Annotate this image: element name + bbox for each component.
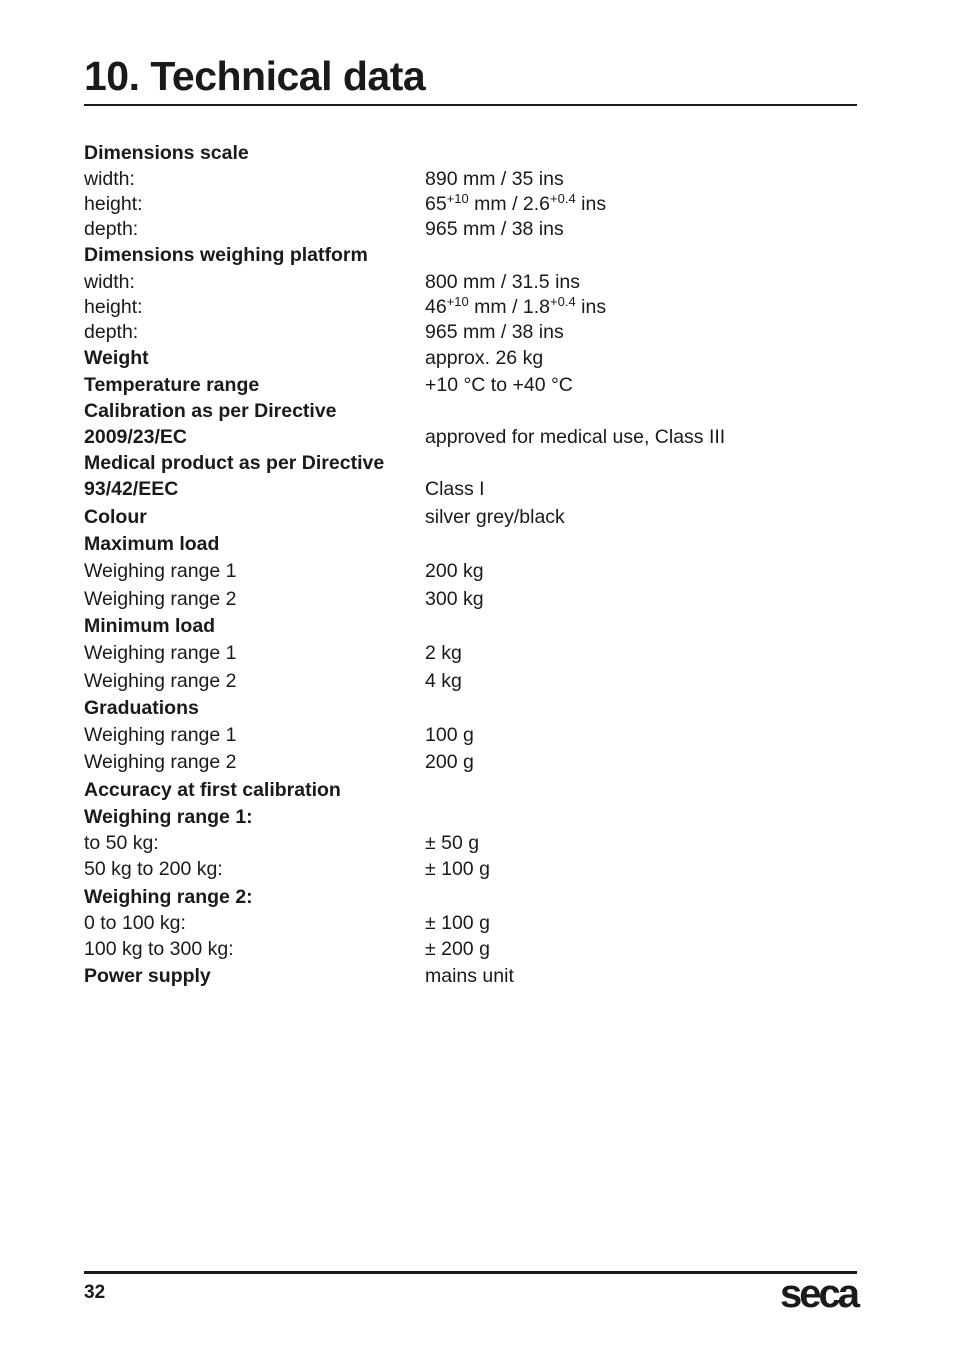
spec-row: [84, 167, 857, 192]
tolerance-superscript: +0.4: [550, 293, 576, 309]
spec-row: [84, 911, 857, 936]
page-number: 32: [84, 1282, 106, 1303]
spec-row: [84, 722, 857, 749]
spec-value: 200 kg: [425, 560, 484, 583]
spec-row: [84, 372, 857, 399]
spec-row: [84, 270, 857, 295]
spec-row: [84, 749, 857, 776]
spec-label: 50 kg to 200 kg:: [84, 858, 223, 881]
spec-row: [84, 640, 857, 667]
spec-label: Weighing range 1: [84, 724, 237, 747]
spec-row: [84, 963, 857, 990]
spec-value: 2 kg: [425, 642, 462, 665]
spec-label: width:: [84, 168, 135, 191]
spec-value: 800 mm / 31.5 ins: [425, 270, 580, 293]
spec-label: height:: [84, 193, 143, 216]
calibration-label: Calibration as per Directive: [84, 400, 337, 423]
temperature-label: Temperature range: [84, 373, 260, 396]
calibration-value: approved for medical use, Class III: [425, 426, 726, 449]
spec-heading-row: [84, 140, 857, 167]
power-supply-label: Power supply: [84, 965, 211, 988]
spec-value: 965 mm / 38 ins: [425, 320, 564, 343]
weight-value: approx. 26 kg: [425, 346, 544, 369]
power-supply-value: mains unit: [425, 965, 514, 988]
spec-value: 890 mm / 35 ins: [425, 168, 564, 191]
accuracy-heading: Accuracy at first calibration: [84, 778, 341, 801]
tolerance-superscript: +10: [446, 191, 469, 207]
weight-label: Weight: [84, 346, 149, 369]
spec-value: ± 100 g: [425, 911, 490, 934]
spec-row: [84, 192, 857, 217]
temperature-value: +10 °C to +40 °C: [425, 373, 573, 396]
spec-row: [84, 320, 857, 345]
spec-row: [84, 476, 857, 503]
maximum-load-heading: Maximum load: [84, 533, 220, 556]
spec-label: 100 kg to 300 kg:: [84, 937, 234, 960]
spec-heading-row: [84, 695, 857, 722]
spec-label: 0 to 100 kg:: [84, 911, 186, 934]
spec-value: ± 100 g: [425, 858, 490, 881]
colour-label: Colour: [84, 505, 147, 528]
colour-value: silver grey/black: [425, 505, 565, 528]
spec-row: [84, 558, 857, 585]
spec-row: [84, 504, 857, 531]
spec-value: $46^{+10}$ mm / $1.8^{+0.4}$ ins: [425, 293, 607, 318]
spec-label: Weighing range 2: [84, 669, 237, 692]
spec-value: 965 mm / 38 ins: [425, 218, 564, 241]
spec-label: height:: [84, 295, 143, 318]
graduations-heading: Graduations: [84, 696, 199, 719]
medical-product-label: 93/42/EEC: [84, 478, 179, 501]
spec-heading-row: [84, 804, 857, 831]
tolerance-superscript: +0.4: [550, 191, 576, 207]
spec-value: 300 kg: [425, 587, 484, 610]
spec-value: 200 g: [425, 751, 474, 774]
spec-label: Weighing range 2: [84, 751, 237, 774]
spec-row: [84, 586, 857, 613]
page-title: 10. Technical data: [84, 53, 426, 99]
spec-value: 4 kg: [425, 669, 462, 692]
minimum-load-heading: Minimum load: [84, 614, 216, 637]
spec-heading-row: [84, 242, 857, 269]
title-divider: [84, 104, 857, 106]
spec-row: [84, 399, 857, 424]
medical-product-label: Medical product as per Directive: [84, 452, 385, 475]
dimensions-platform-heading: Dimensions weighing platform: [84, 244, 368, 267]
spec-row: [84, 345, 857, 372]
spec-row: [84, 936, 857, 963]
spec-row: [84, 295, 857, 320]
calibration-label: 2009/23/EC: [84, 426, 187, 449]
spec-row: [84, 451, 857, 476]
spec-label: depth:: [84, 218, 139, 241]
spec-label: width:: [84, 270, 135, 293]
spec-row: [84, 831, 857, 856]
medical-product-value: Class I: [425, 478, 485, 501]
spec-row: [84, 424, 857, 451]
accuracy-range1-heading: Weighing range 1:: [84, 806, 253, 829]
dimensions-scale-heading: Dimensions scale: [84, 142, 249, 164]
tolerance-superscript: +10: [446, 293, 469, 309]
spec-label: to 50 kg:: [84, 832, 159, 855]
spec-table: [84, 140, 857, 991]
spec-row: [84, 217, 857, 242]
spec-value: ± 200 g: [425, 937, 490, 960]
accuracy-range2-heading: Weighing range 2:: [84, 885, 253, 908]
spec-label: Weighing range 2: [84, 587, 237, 610]
spec-heading-row: [84, 777, 857, 804]
spec-row: [84, 668, 857, 695]
seca-logo: seca: [780, 1272, 857, 1316]
spec-label: depth:: [84, 320, 139, 343]
spec-label: Weighing range 1: [84, 642, 237, 665]
spec-heading-row: [84, 613, 857, 640]
spec-row: [84, 856, 857, 883]
spec-value: 100 g: [425, 724, 474, 747]
spec-label: Weighing range 1: [84, 560, 237, 583]
spec-value: $65^{+10}$ mm / $2.6^{+0.4}$ ins: [425, 191, 607, 216]
spec-heading-row: [84, 531, 857, 558]
footer-divider: [84, 1271, 857, 1274]
spec-heading-row: [84, 884, 857, 911]
spec-value: ± 50 g: [425, 832, 480, 855]
